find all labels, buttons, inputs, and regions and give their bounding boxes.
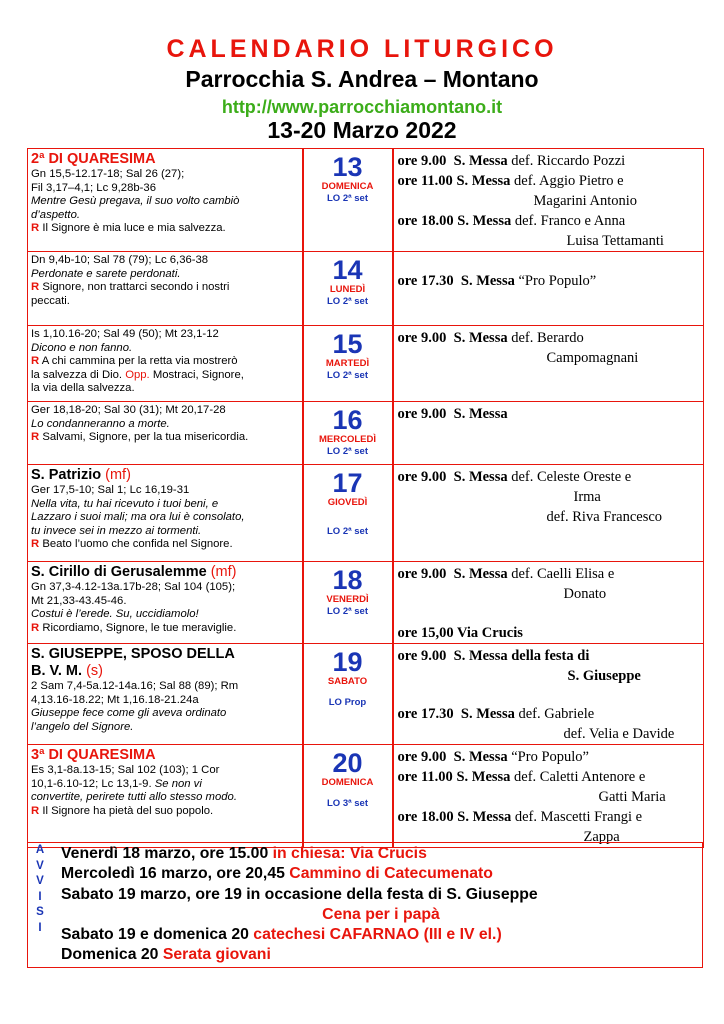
mass-intention: Zappa [583, 829, 620, 845]
mass-entry: ore 9.00 S. Messa della festa di [397, 648, 590, 664]
day-cell [303, 402, 393, 465]
weekday-name: MARTEDÌ [325, 358, 370, 369]
calendar-row [28, 402, 704, 465]
liturgy-week: LO 2ª set [326, 526, 368, 537]
psalm-response: R Ricordiamo, Signore, le tue meraviglie. [31, 621, 237, 634]
avvisi-list [61, 844, 701, 966]
day-number: 15 [332, 329, 363, 359]
readings-cell [28, 644, 303, 745]
masses-cell [393, 745, 704, 848]
calendar-row [28, 465, 704, 562]
reading-refs: 2 Sam 7,4-5a.12-14a.16; Sal 88 (89); Rm 4,13.16-18.22; Mt 1,16.18-21.24a [31, 680, 239, 706]
mass-entry: ore 9.00 S. Messa def. Caelli Elisa e [397, 566, 615, 582]
weekday-name: DOMENICA [321, 777, 374, 788]
masses-cell [393, 252, 704, 326]
weekday-name: DOMENICA [321, 181, 374, 192]
day-cell [303, 644, 393, 745]
calendar-row [28, 149, 704, 252]
reading-refs: Ger 17,5-10; Sal 1; Lc 16,19-31 [31, 484, 190, 496]
avvisi-vertical-label: A V V I S I [35, 844, 45, 934]
gospel-quote: Dicono e non fanno. [31, 341, 133, 354]
mass-intention: Campomagnani [546, 350, 639, 366]
day-cell [303, 562, 393, 644]
gospel-quote: convertite, perirete tutti allo stesso modo. [31, 791, 237, 804]
gospel-quote: Lo condanneranno a morte. [31, 417, 170, 430]
readings-cell [28, 402, 303, 465]
notice-item: Venerdì 18 marzo, ore 15.00 in chiesa: Via Crucis [61, 845, 427, 862]
celebration-title: S. Patrizio (mf) [31, 467, 131, 483]
psalm-response: R Salvami, Signore, per la tua misericordia. [31, 431, 249, 444]
mass-entry: ore 9.00 S. Messa [397, 406, 508, 422]
weekday-name: MERCOLEDÌ [319, 434, 376, 445]
gospel-quote: Giuseppe fece come gli aveva ordinato l’angelo del Signore. [31, 707, 227, 733]
readings-cell [28, 562, 303, 644]
liturgy-week: LO 2ª set [326, 296, 368, 307]
weekday-name: GIOVEDÌ [327, 497, 368, 508]
day-number: 14 [332, 255, 363, 285]
mass-entry: ore 18.00 S. Messa def. Mascetti Frangi e [397, 809, 643, 825]
reading-refs: Gn 37,3-4.12-13a.17b-28; Sal 104 (105); Mt 21,33-43.45-46. [31, 581, 236, 607]
week-dates: 13-20 Marzo 2022 [267, 117, 457, 143]
day-cell [303, 326, 393, 402]
calendar-title: CALENDARIO LITURGICO [166, 35, 558, 63]
calendar-row [28, 326, 704, 402]
day-number: 19 [332, 647, 363, 677]
mass-intention: def. Riva Francesco [546, 509, 663, 525]
mass-intention: def. Velia e Davide [563, 726, 675, 742]
mass-intention: Irma [573, 489, 601, 505]
mass-intention: Gatti Maria [598, 789, 666, 805]
reading-refs: Is 1,10.16-20; Sal 49 (50); Mt 23,1-12 [31, 328, 219, 340]
parish-website-link[interactable]: http://www.parrocchiamontano.it [221, 97, 503, 117]
masses-cell [393, 402, 704, 465]
reading-refs: Gn 15,5-12.17-18; Sal 26 (27); Fil 3,17–4,1; Lc 9,28b-36 [31, 168, 185, 194]
masses-cell [393, 562, 704, 644]
liturgy-week: LO 3ª set [326, 798, 368, 809]
gospel-quote: Mentre Gesù pregava, il suo volto cambiò d’aspetto. [31, 195, 240, 221]
calendar-row [28, 252, 704, 326]
weekday-name: SABATO [327, 676, 368, 687]
readings-cell [28, 465, 303, 562]
mass-entry: ore 17.30 S. Messa def. Gabriele [397, 706, 595, 722]
gospel-quote: Nella vita, tu hai ricevuto i tuoi beni, e Lazzaro i suoi mali; ma ora lui è consolato, tu invece sei in mezzo ai tormenti. [31, 497, 245, 537]
day-cell [303, 252, 393, 326]
day-number: 17 [332, 468, 363, 498]
parish-name: Parrocchia S. Andrea – Montano [185, 66, 539, 92]
notice-item: Mercoledì 16 marzo, ore 20,45 Cammino di Catecumenato [61, 865, 493, 883]
day-cell [303, 745, 393, 848]
liturgy-week: LO 2ª set [326, 370, 368, 381]
celebration-title: 3ª DI QUARESIMA [31, 747, 156, 763]
mass-entry: ore 9.00 S. Messa “Pro Populo” [397, 749, 589, 765]
mass-entry: ore 17.30 S. Messa “Pro Populo” [397, 273, 597, 289]
day-number: 13 [332, 152, 363, 182]
mass-entry: ore 18.00 S. Messa def. Franco e Anna [397, 213, 626, 229]
masses-cell [393, 644, 704, 745]
masses-cell [393, 326, 704, 402]
psalm-response: R Signore, non trattarci secondo i nostri peccati. [31, 281, 230, 307]
readings-cell [28, 149, 303, 252]
mass-entry: ore 9.00 S. Messa def. Berardo [397, 330, 584, 346]
calendar-row [28, 562, 704, 644]
day-number: 20 [332, 748, 363, 778]
day-cell [303, 149, 393, 252]
liturgical-calendar-table [27, 148, 704, 848]
mass-intention: S. Giuseppe [567, 668, 641, 684]
calendar-row [28, 745, 704, 848]
psalm-response: R Il Signore ha pietà del suo popolo. [31, 804, 214, 817]
masses-cell [393, 149, 704, 252]
celebration-title: S. Cirillo di Gerusalemme (mf) [31, 564, 237, 580]
readings-cell [28, 252, 303, 326]
gospel-quote: Perdonate e sarete perdonati. [31, 267, 181, 280]
calendar-row [28, 644, 704, 745]
day-cell [303, 465, 393, 562]
day-number: 16 [332, 405, 363, 435]
mass-entry: ore 11.00 S. Messa def. Caletti Antenore e [397, 769, 646, 785]
celebration-title: S. GIUSEPPE, SPOSO DELLA B. V. M. (s) [31, 646, 235, 679]
masses-cell [393, 465, 704, 562]
readings-cell [28, 745, 303, 848]
reading-refs: Dn 9,4b-10; Sal 78 (79); Lc 6,36-38 [31, 254, 209, 266]
via-crucis-entry: ore 15,00 Via Crucis [397, 625, 523, 641]
liturgy-week: LO 2ª set [326, 446, 368, 457]
liturgy-week: LO 2ª set [326, 193, 368, 204]
notice-item: Sabato 19 e domenica 20 catechesi CAFARNAO (III e IV el.) [61, 926, 502, 944]
reading-refs: Ger 18,18-20; Sal 30 (31); Mt 20,17-28 [31, 404, 226, 416]
mass-intention: Donato [563, 586, 607, 602]
reading-refs: Es 3,1-8a.13-15; Sal 102 (103); 1 Cor 10,1-6.10-12; Lc 13,1-9. Se non vi [31, 764, 220, 790]
gospel-quote: Costui è l’erede. Su, uccidiamolo! [31, 608, 199, 621]
gospel-quote: Se non vi [154, 777, 202, 790]
celebration-title: 2ª DI QUARESIMA [31, 151, 156, 167]
weekday-name: LUNEDÌ [329, 284, 366, 295]
avvisi-box [27, 842, 703, 968]
notice-item: Sabato 19 marzo, ore 19 in occasione della festa di S. Giuseppe [61, 885, 538, 903]
mass-entry: ore 11.00 S. Messa def. Aggio Pietro e [397, 173, 624, 189]
liturgy-week: LO 2ª set [326, 606, 368, 617]
readings-cell [28, 326, 303, 402]
mass-intention: Luisa Tettamanti [566, 233, 664, 249]
psalm-response: R Il Signore è mia luce e mia salvezza. [31, 222, 226, 235]
notice-item: Domenica 20 Serata giovani [61, 946, 271, 964]
day-number: 18 [332, 565, 363, 595]
psalm-response: R Beato l’uomo che confida nel Signore. [31, 538, 233, 551]
liturgy-week: LO Prop [328, 697, 367, 708]
mass-entry: ore 9.00 S. Messa def. Celeste Oreste e [397, 469, 632, 485]
mass-entry: ore 9.00 S. Messa def. Riccardo Pozzi [397, 153, 626, 169]
notice-item: Cena per i papà [322, 905, 440, 923]
weekday-name: VENERDÌ [326, 594, 369, 605]
mass-intention: Magarini Antonio [533, 193, 638, 209]
psalm-response: R A chi cammina per la retta via mostrerò la salvezza di Dio. Opp. Mostraci, Signore, la via della salvezza. [31, 355, 244, 395]
